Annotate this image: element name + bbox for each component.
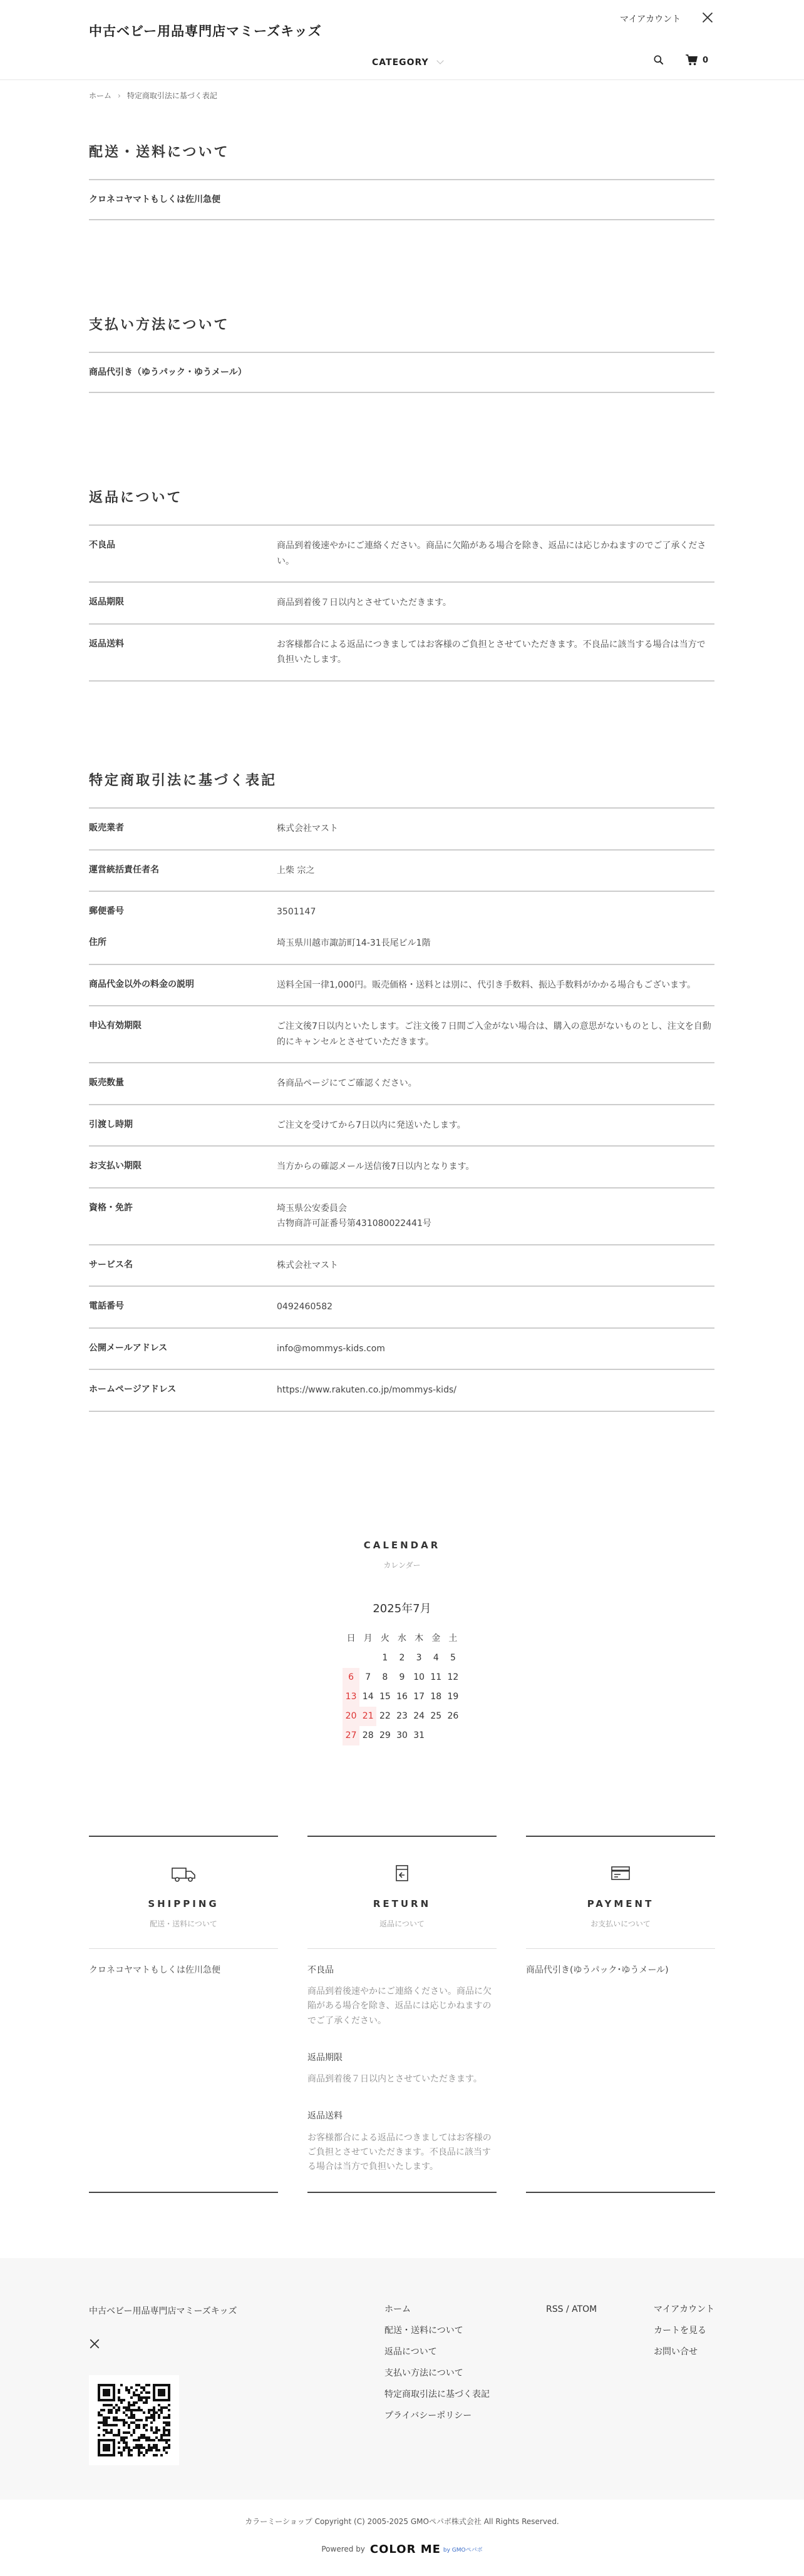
row-value: 株式会社マスト	[277, 1260, 338, 1270]
returns-table	[89, 524, 714, 682]
powered-by	[0, 2543, 804, 2556]
calendar-day: 17	[413, 1692, 425, 1702]
divider	[307, 1948, 497, 1949]
calendar-day: 28	[362, 1730, 374, 1740]
row-label: 公開メールアドレス	[89, 1342, 168, 1353]
payment-method: 商品代引き（ゆうパック・ゆうメール）	[89, 367, 247, 377]
calendar-day: 23	[396, 1711, 408, 1721]
calendar-day	[428, 1726, 445, 1745]
row-label: ホームページアドレス	[89, 1384, 177, 1394]
chevron-right-icon: ›	[118, 91, 121, 100]
table-row	[89, 1105, 714, 1147]
row-label: 販売数量	[89, 1078, 124, 1088]
table-row	[89, 180, 714, 220]
calendar-day: 14	[362, 1692, 374, 1702]
calendar-subtitle: カレンダー	[383, 1561, 421, 1570]
shipping-method: クロネコヤマトもしくは佐川急便	[89, 195, 220, 205]
row-label: 引渡し時期	[89, 1119, 133, 1130]
shipping-table	[89, 179, 714, 220]
calendar-day: 21	[359, 1707, 376, 1726]
table-row	[89, 1329, 714, 1371]
calendar-week	[343, 1668, 461, 1687]
license-number: 古物商許可証番号第431080022441号	[277, 1219, 431, 1229]
gmo-pepabo-logo: by GMOペパボ	[443, 2547, 483, 2553]
footer-link[interactable]: 支払い方法について	[384, 2368, 463, 2378]
row-label: 郵便番号	[89, 906, 124, 916]
table-row	[89, 1370, 714, 1412]
weekday: 土	[448, 1633, 458, 1643]
calendar-day: 3	[416, 1653, 422, 1663]
footer-shop-name[interactable]: 中古ベビー用品専門店マミーズキッズ	[89, 2306, 237, 2316]
calendar-weekdays	[343, 1629, 461, 1648]
box-return-icon	[388, 1864, 416, 1883]
row-value: 株式会社マスト	[277, 824, 338, 834]
calendar-day: 2	[399, 1653, 405, 1663]
row-label: お支払い期限	[89, 1161, 142, 1171]
divider	[89, 1948, 278, 1949]
shipping-guide-subtitle: 配送・送料について	[150, 1919, 217, 1928]
payment-guide-body: 商品代引き(ゆうパック･ゆうメール)	[526, 1965, 669, 1975]
footer-link[interactable]: お問い合せ	[654, 2347, 698, 2357]
return-guide	[307, 1836, 497, 2172]
powered-by-label: Powered by	[321, 2545, 365, 2553]
calendar-week	[343, 1707, 461, 1726]
row-label: 販売業者	[89, 823, 124, 833]
divider	[89, 2192, 278, 2193]
footer-link[interactable]: プライバシーポリシー	[384, 2411, 472, 2421]
table-row	[89, 1006, 714, 1063]
calendar-day: 22	[379, 1711, 391, 1721]
row-value: ご注文を受けてから7日以内に発送いたします。	[277, 1120, 466, 1130]
qr-code	[89, 2375, 179, 2465]
calendar-day: 4	[433, 1653, 439, 1663]
cart-count: 0	[703, 56, 709, 65]
row-label: 返品送料	[89, 638, 124, 649]
row-label: 返品期限	[89, 597, 124, 607]
return-guide-title: RETURN	[373, 1898, 431, 1909]
x-icon[interactable]	[89, 2338, 100, 2349]
footer-link[interactable]: 返品について	[384, 2347, 437, 2357]
divider	[526, 1948, 715, 1949]
return-guide-text: 商品到着後７日以内とさせていただきます。	[307, 2074, 482, 2085]
footer-nav	[384, 2303, 490, 2431]
calendar-day: 19	[447, 1692, 459, 1702]
calendar-day	[359, 1648, 376, 1668]
weekday: 水	[397, 1633, 406, 1643]
return-guide-body	[307, 1963, 497, 2197]
truck-icon	[170, 1864, 197, 1883]
calendar-day: 31	[413, 1730, 425, 1740]
calendar-day	[343, 1648, 359, 1668]
row-value: 0492460582	[277, 1302, 333, 1312]
table-row	[89, 965, 714, 1007]
row-label: 運営統括責任者名	[89, 864, 159, 875]
my-account-link[interactable]: マイアカウント	[620, 14, 681, 24]
row-value: 上柴 宗之	[277, 865, 315, 876]
table-row	[89, 526, 714, 583]
calendar-day: 5	[450, 1653, 456, 1663]
row-value: 商品到着後７日以内とさせていただきます。	[277, 598, 451, 608]
row-label: 資格・免許	[89, 1202, 133, 1213]
category-menu[interactable]	[372, 58, 443, 68]
return-guide-subtitle: 返品について	[379, 1919, 425, 1928]
table-row	[89, 583, 714, 625]
weekday: 木	[415, 1633, 424, 1643]
breadcrumb-current: 特定商取引法に基づく表記	[126, 91, 217, 100]
site-header	[0, 0, 804, 80]
row-value: 当方からの確認メール送信後7日以内となります。	[277, 1162, 475, 1172]
calendar-week	[343, 1648, 461, 1668]
calendar-day: 15	[379, 1692, 391, 1702]
return-guide-text: 商品到着後速やかにご連絡ください。商品に欠陥がある場合を除き、返品には応じかねますのでご了承ください。	[307, 1986, 492, 2026]
row-label: 電話番号	[89, 1301, 124, 1311]
return-guide-text: お客様都合による返品につきましてはお客様のご負担とさせていただきます。不良品に該当する場合は当方で負担いたします。	[307, 2132, 492, 2172]
calendar-day: 25	[430, 1711, 442, 1721]
shipping-guide	[89, 1836, 278, 1975]
calendar-grid	[343, 1629, 461, 1745]
return-guide-heading: 返品期限	[307, 2052, 343, 2063]
table-row	[89, 1245, 714, 1287]
rss-link[interactable]: RSS / ATOM	[546, 2304, 597, 2314]
row-value: 各商品ページにてご確認ください。	[277, 1078, 417, 1088]
calendar-day: 20	[343, 1707, 359, 1726]
calendar-day: 27	[343, 1726, 359, 1745]
row-value: info@mommys-kids.com	[277, 1343, 385, 1354]
row-value	[277, 1201, 714, 1232]
search-icon[interactable]	[652, 54, 665, 66]
calendar-day: 29	[379, 1730, 391, 1740]
row-label: 不良品	[89, 540, 115, 550]
shop-logo[interactable]: 中古ベビー用品専門店マミーズキッズ	[89, 24, 322, 39]
row-value: 送料全国一律1,000円。販売価格・送料とは別に、代引き手数料、振込手数料がかかる場合もございます。	[277, 979, 696, 990]
payment-guide-subtitle: お支払いについて	[590, 1919, 651, 1928]
calendar-day: 9	[399, 1672, 405, 1682]
calendar-day: 30	[396, 1730, 408, 1740]
category-label: CATEGORY	[372, 58, 429, 68]
calendar-day	[445, 1726, 461, 1745]
table-row	[89, 1188, 714, 1245]
x-icon[interactable]	[701, 11, 714, 24]
copyright: カラーミーショップ Copyright (C) 2005-2025 GMOペパボ株式会社 All Rights Reserved.	[245, 2517, 559, 2526]
table-row	[89, 892, 714, 932]
table-row	[89, 932, 714, 965]
shipping-guide-title: SHIPPING	[148, 1898, 219, 1909]
calendar-week	[343, 1687, 461, 1707]
license-issuer: 埼玉県公安委員会	[277, 1203, 347, 1214]
breadcrumb-home[interactable]: ホーム	[89, 91, 112, 100]
row-value: 3501147	[277, 907, 316, 917]
footer-account	[654, 2303, 714, 2367]
qr-code-image	[98, 2384, 170, 2456]
weekday: 金	[431, 1633, 441, 1643]
row-value: ご注文後7日以内といたします。ご注文後７日間ご入金がない場合は、購入の意思がないものとし、注文を自動的にキャンセルとさせていただきます。	[277, 1021, 711, 1047]
card-icon	[607, 1864, 634, 1883]
calendar-day: 24	[413, 1711, 425, 1721]
table-row	[89, 1063, 714, 1105]
calendar-day: 1	[382, 1653, 388, 1663]
divider	[307, 2192, 497, 2193]
law-section-title: 特定商取引法に基づく表記	[89, 773, 277, 789]
calendar-day: 16	[396, 1692, 408, 1702]
weekday: 火	[380, 1633, 389, 1643]
row-label: 住所	[89, 938, 106, 948]
footer-link[interactable]: 配送・送料について	[384, 2326, 463, 2336]
calendar-week	[343, 1726, 461, 1745]
row-value: 埼玉県川越市諏訪町14-31長尾ビル1階	[277, 938, 431, 948]
calendar-month: 2025年7月	[373, 1602, 431, 1615]
calendar-day: 26	[447, 1711, 459, 1721]
payment-table	[89, 352, 714, 393]
row-label: 商品代金以外の料金の説明	[89, 979, 194, 989]
payment-guide-title: PAYMENT	[587, 1898, 654, 1909]
table-row	[89, 851, 714, 892]
site-footer	[0, 2258, 804, 2500]
breadcrumb	[89, 90, 217, 101]
table-row	[89, 625, 714, 682]
row-label: サービス名	[89, 1259, 133, 1270]
footer-feed	[546, 2303, 597, 2324]
row-value: お客様都合による返品につきましてはお客様のご負担とさせていただきます。不良品に該当する場合は当方で負担いたします。	[277, 639, 706, 665]
row-label: 申込有効期限	[89, 1021, 142, 1031]
cart-icon[interactable]	[685, 54, 699, 66]
row-value: https://www.rakuten.co.jp/mommys-kids/	[277, 1385, 456, 1395]
table-row	[89, 353, 714, 393]
footer-link[interactable]: カートを見る	[654, 2326, 706, 2336]
return-guide-heading: 不良品	[307, 1965, 334, 1975]
calendar-weeks	[343, 1648, 461, 1745]
chevron-down-icon	[436, 57, 443, 64]
calendar-day: 8	[382, 1672, 388, 1682]
shipping-guide-body: クロネコヤマトもしくは佐川急便	[89, 1965, 220, 1975]
table-row	[89, 1287, 714, 1329]
calendar-day: 7	[365, 1672, 371, 1682]
footer-link[interactable]: ホーム	[384, 2304, 411, 2314]
calendar-day: 18	[430, 1692, 442, 1702]
footer-link[interactable]: マイアカウント	[654, 2304, 715, 2314]
return-guide-heading: 返品送料	[307, 2111, 343, 2122]
payment-guide	[526, 1836, 715, 1975]
calendar-day: 11	[430, 1672, 442, 1682]
shipping-section-title: 配送・送料について	[89, 145, 230, 160]
weekday: 日	[346, 1633, 356, 1643]
weekday: 月	[363, 1633, 373, 1643]
returns-section-title: 返品について	[89, 490, 183, 506]
calendar-day: 6	[343, 1668, 359, 1687]
table-row	[89, 1147, 714, 1188]
divider	[526, 2192, 715, 2193]
calendar-day: 12	[447, 1672, 459, 1682]
table-row	[89, 809, 714, 851]
row-value: 商品到着後速やかにご連絡ください。商品に欠陥がある場合を除き、返品には応じかねますのでご了承ください。	[277, 541, 706, 566]
calendar-day: 13	[343, 1687, 359, 1707]
law-table	[89, 807, 714, 1412]
footer-link[interactable]: 特定商取引法に基づく表記	[384, 2389, 490, 2400]
calendar-title: CALENDAR	[363, 1540, 441, 1551]
payment-section-title: 支払い方法について	[89, 317, 230, 333]
colorme-logo[interactable]: COLOR ME	[369, 2543, 441, 2556]
calendar-day: 10	[413, 1672, 425, 1682]
